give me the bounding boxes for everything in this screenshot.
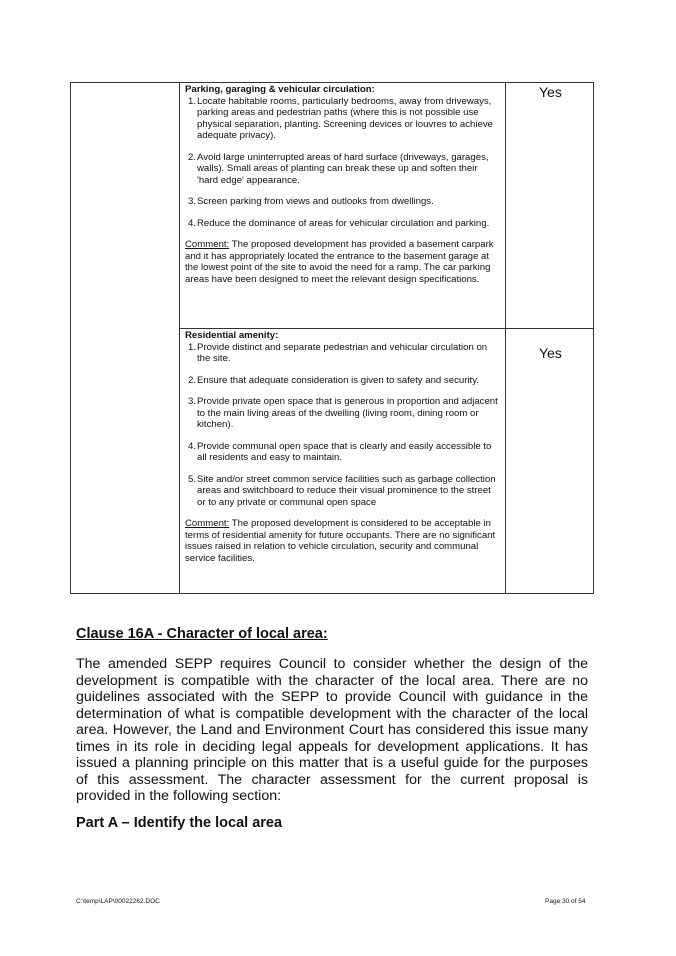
sub-heading: Part A – Identify the local area	[76, 815, 283, 831]
list-item: 4. Reduce the dominance of areas for vehicular circulation and parking.	[188, 217, 490, 229]
list-item: 2. Avoid large uninterrupted areas of hard surface (driveways, garages, walls). Small areas of planting can break these up and soften their 'hard edge' appearance.	[188, 151, 489, 186]
row-heading: Parking, garaging & vehicular circulation:	[185, 84, 375, 95]
list-item: 1. Locate habitable rooms, particularly bedrooms, away from driveways, parking areas and pedestrian paths (where this is not possible use physical separation, planting. Screening devices or louvres to achieve adequate privacy).	[188, 95, 493, 141]
section-heading: Clause 16A - Character of local area:	[76, 626, 328, 642]
column-divider	[179, 83, 180, 593]
compliance-result: Yes	[539, 84, 562, 100]
list-item: 5. Site and/or street common service facilities such as garbage collection areas and switchboard to reduce their visual prominence to the street or to any private or communal open space	[188, 473, 496, 508]
row-divider	[179, 328, 593, 329]
compliance-result: Yes	[539, 345, 562, 361]
row-amenity-content	[185, 330, 499, 564]
list-item: 1. Provide distinct and separate pedestrian and vehicular circulation on the site.	[188, 341, 488, 364]
assessment-table	[70, 82, 594, 594]
footer-page-number: Page 30 of 54	[545, 898, 586, 905]
row-heading: Residential amenity:	[185, 330, 279, 341]
list-item: 3. Provide private open space that is generous in proportion and adjacent to the main living areas of the dwelling (living room, dining room or kitchen).	[188, 396, 498, 430]
list-item: 2. Ensure that adequate consideration is given to safety and security.	[188, 374, 479, 386]
footer-file-path: C:\temp\LAP\00022262.DOC	[76, 898, 160, 905]
row-parking-content	[185, 84, 499, 285]
comment: Comment: The proposed development has provided a basement carpark and it has appropriately located the entrance to the basement garage at the lowest point of the site to avoid the need for a ramp. The car parking areas have been designed to meet the relevant design specifications.	[185, 239, 494, 285]
comment: Comment: The proposed development is considered to be acceptable in terms of residential amenity for future occupants. There are no significant issues raised in relation to vehicle circulation, security and communal service facilities.	[185, 518, 496, 564]
list-item: 3. Screen parking from views and outlooks from dwellings.	[188, 196, 434, 207]
body-paragraph: The amended SEPP requires Council to consider whether the design of the development is compatible with the character of the local area. There are no guidelines associated with the SEPP to provide Council with guidance in the determination of what is compatible development with the character of the local area. However, the Land and Environment Court has considered this issue many times in its role in deciding legal appeals for development applications. It has issued a planning principle on this matter that is a useful guide for the purposes of this assessment. The character assessment for the current proposal is provided in the following section:	[76, 656, 588, 804]
list-item: 4. Provide communal open space that is clearly and easily accessible to all residents and easy to maintain.	[188, 440, 492, 463]
column-divider	[505, 83, 506, 593]
